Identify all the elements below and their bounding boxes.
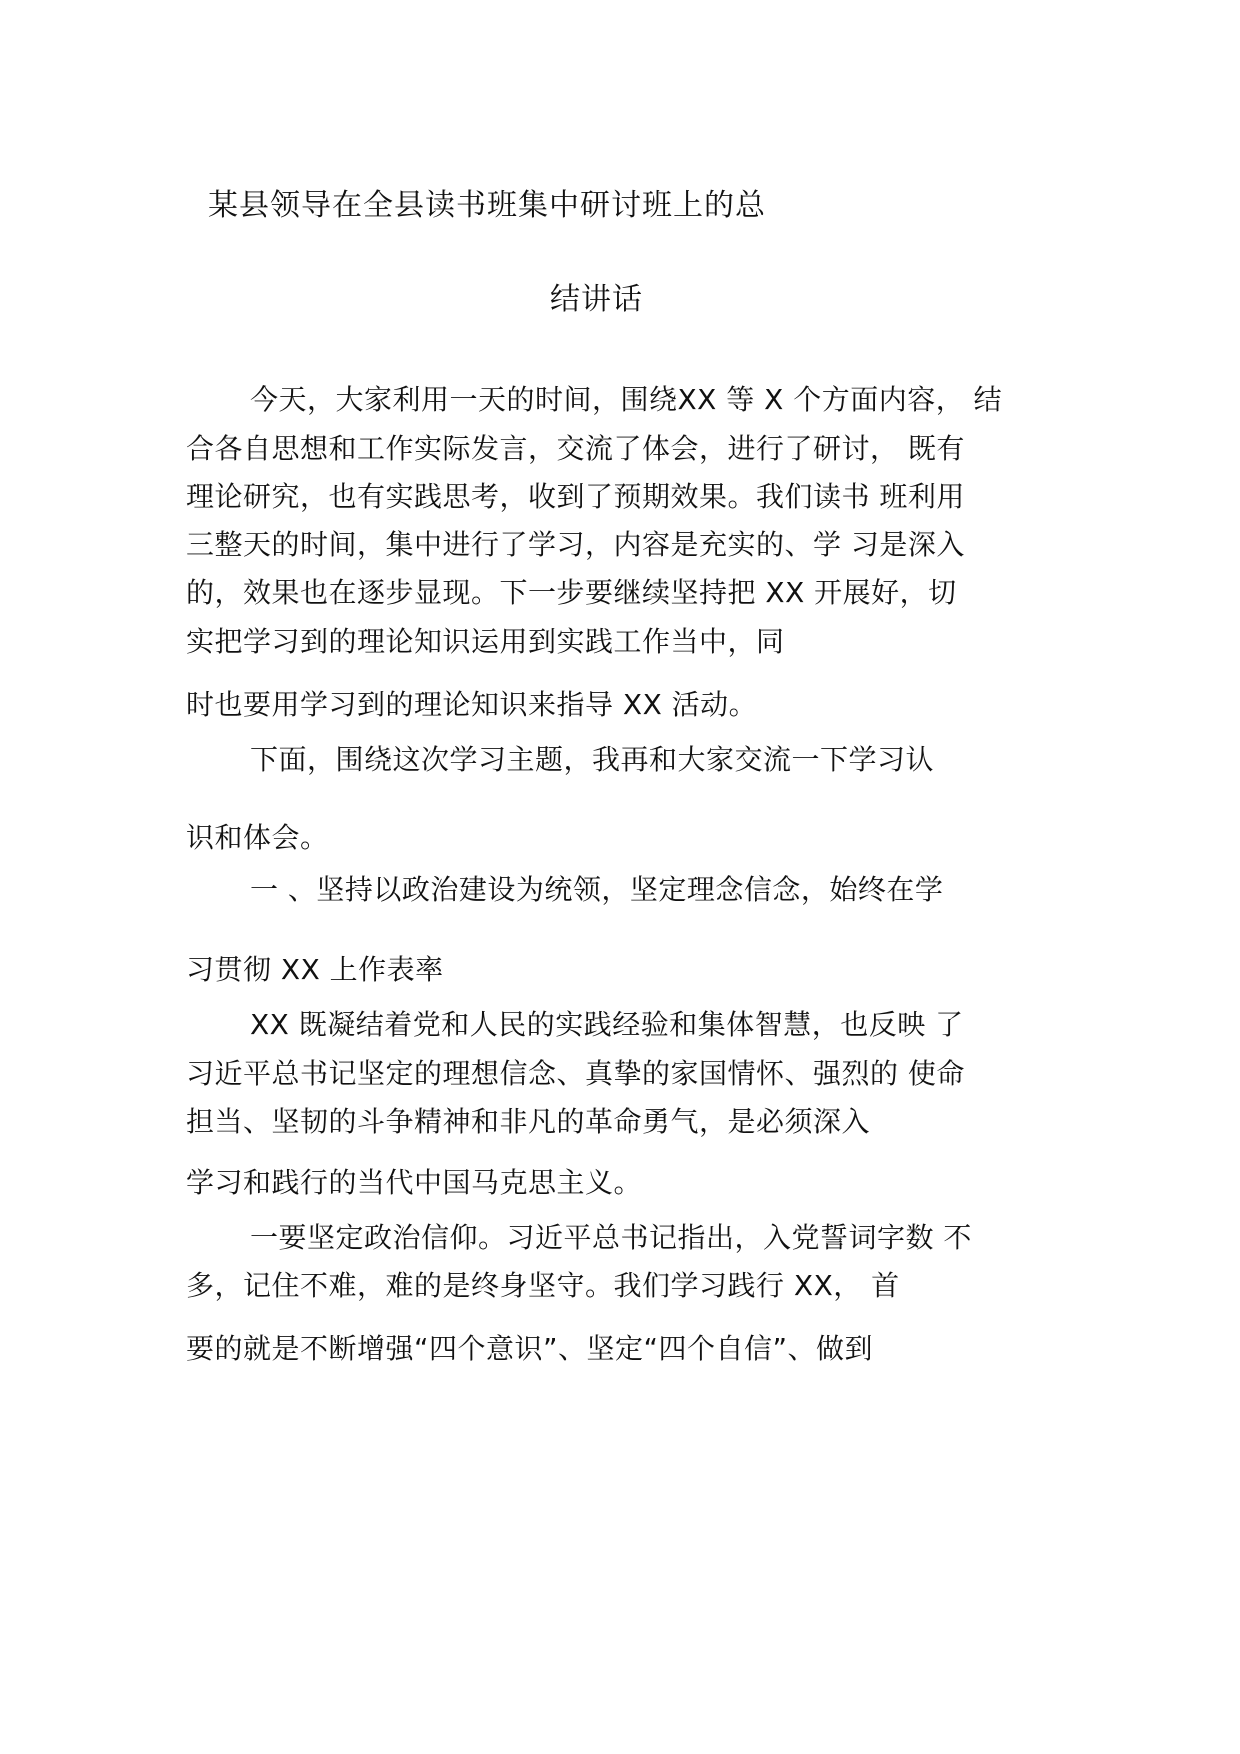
- body-line-3: 理论研究，也有实践思考，收到了预期效果。我们读书 班利用: [186, 480, 965, 513]
- body-line-7: 时也要用学习到的理论知识来指导 XX 活动。: [186, 688, 758, 721]
- body-line-8: 下面，围绕这次学习主题，我再和大家交流一下学习认: [250, 743, 935, 776]
- body-line-6: 实把学习到的理论知识运用到实践工作当中，同: [186, 625, 785, 658]
- title-line-1: 某县领导在全县读书班集中研讨班上的总: [208, 188, 766, 223]
- title-line-2: 结讲话: [550, 282, 643, 317]
- section-heading-line-1: 一 、坚持以政治建设为统领，坚定理念信念，始终在学: [250, 873, 944, 906]
- body-line-9: 识和体会。: [186, 821, 329, 854]
- body-line-5: 的，效果也在逐步显现。下一步要继续坚持把 XX 开展好，切: [186, 576, 957, 609]
- body-line-1: 今天，大家利用一天的时间，围绕XX 等 X 个方面内容， 结: [250, 383, 1003, 416]
- body-line-12: XX 既凝结着党和人民的实践经验和集体智慧，也反映 了: [250, 1008, 964, 1041]
- body-line-15: 学习和践行的当代中国马克思主义。: [186, 1166, 643, 1199]
- body-line-13: 习近平总书记坚定的理想信念、真挚的家国情怀、强烈的 使命: [186, 1057, 965, 1090]
- body-line-17: 多，记住不难，难的是终身坚守。我们学习践行 XX， 首: [186, 1269, 900, 1302]
- body-line-2: 合各自思想和工作实际发言，交流了体会，进行了研讨， 既有: [186, 432, 965, 465]
- body-line-16: 一要坚定政治信仰。习近平总书记指出，入党誓词字数 不: [250, 1221, 972, 1254]
- body-line-18: 要的就是不断增强“四个意识”、坚定“四个自信”、做到: [186, 1332, 874, 1365]
- body-line-4: 三整天的时间，集中进行了学习，内容是充实的、学 习是深入: [186, 528, 965, 561]
- body-line-14: 担当、坚韧的斗争精神和非凡的革命勇气，是必须深入: [186, 1105, 871, 1138]
- section-heading-line-2: 习贯彻 XX 上作表率: [186, 953, 444, 986]
